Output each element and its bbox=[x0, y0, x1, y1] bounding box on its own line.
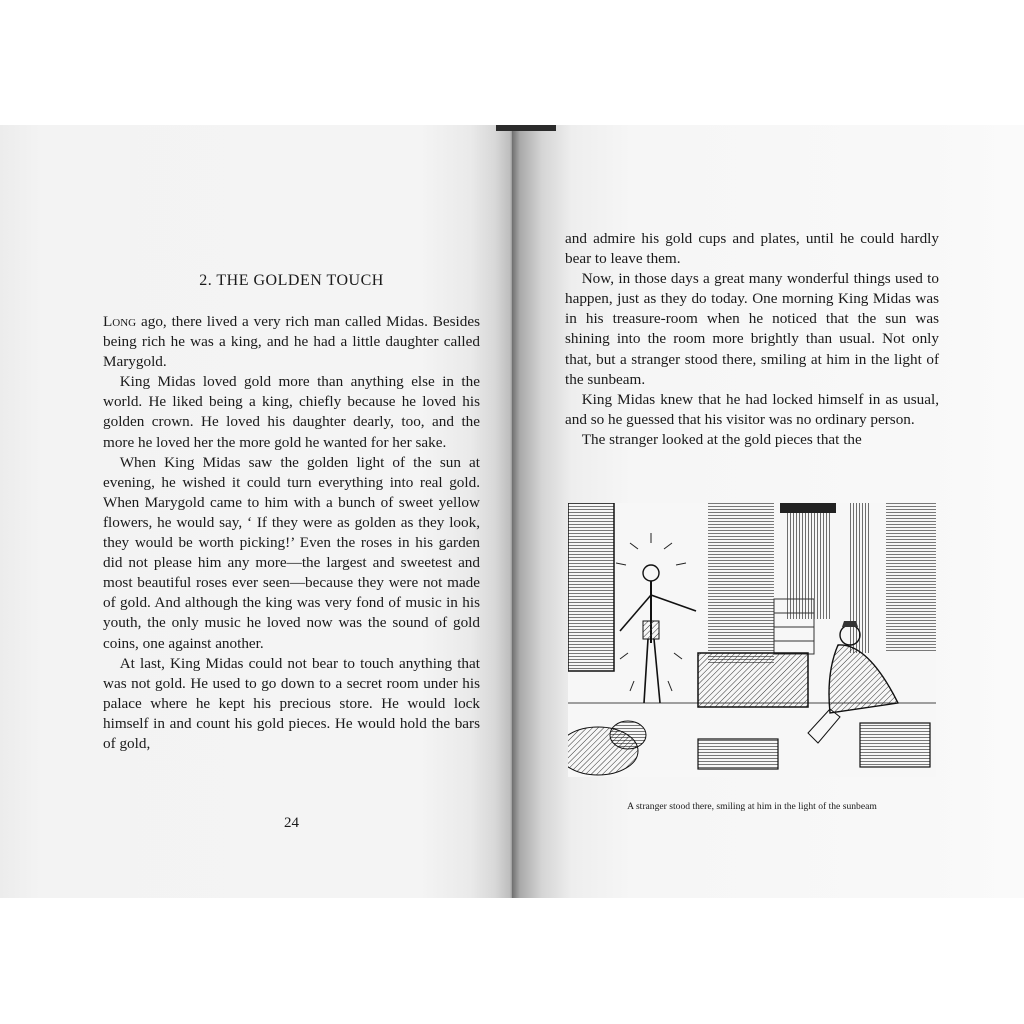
paragraph: Now, in those days a great many wonderful things used to happen, just as they do today. One morning King Midas was in his treasure-room when he noticed that the sun was shining into the room more brightly than usual. Not only that, but a stranger stood there, smiling at him in the light of the sunbeam. bbox=[565, 270, 939, 388]
paragraph bbox=[103, 312, 480, 372]
illustration-caption: A stranger stood there, smiling at him in the light of the sunbeam bbox=[627, 801, 877, 812]
paragraph: At last, King Midas could not bear to touch anything that was not gold. He used to go down to a secret room under his palace where he kept his precious store. He would lock himself in and count his gold pieces. He would hold the bars of gold, bbox=[103, 654, 480, 752]
column bbox=[786, 509, 830, 619]
left-pillar bbox=[568, 503, 614, 671]
right-page bbox=[512, 125, 1024, 898]
illustration bbox=[568, 503, 936, 777]
drop-lead-word: Long bbox=[103, 313, 137, 330]
treasure-chest bbox=[698, 739, 778, 769]
right-pillar bbox=[886, 503, 936, 653]
paragraph: King Midas knew that he had locked himself in as usual, and so he guessed that his visitor was no ordinary person. bbox=[565, 390, 939, 428]
column bbox=[850, 503, 870, 653]
paragraph: and admire his gold cups and plates, until he could hardly bear to leave them. bbox=[565, 230, 939, 268]
column bbox=[708, 503, 774, 663]
chapter-title: 2. THE GOLDEN TOUCH bbox=[199, 272, 384, 289]
left-page-body bbox=[103, 312, 480, 754]
right-page-body bbox=[565, 229, 939, 450]
paragraph: The stranger looked at the gold pieces that the bbox=[581, 430, 862, 448]
paragraph: King Midas loved gold more than anything else in the world. He liked being a king, chiefly because he loved his golden crown. He loved his daughter dearly, too, and the more he loved her the more gold he wanted for her sake. bbox=[103, 373, 480, 451]
open-book bbox=[0, 125, 1024, 898]
page-number: 24 bbox=[284, 815, 299, 831]
book-spine-shadow bbox=[496, 125, 556, 131]
treasure-chest bbox=[860, 723, 930, 767]
paragraph: When King Midas saw the golden light of the sun at evening, he wished it could turn everything into real gold. When Marygold came to him with a bunch of sweet yellow flowers, he would say, ‘ If they were as golden as they look, they would be worth picking!’ Even the roses in his garden did not please him any more—the largest and sweetest and most beautiful roses ever seen—because they were not made of gold. And although the king was very fond of music in his youth, the only music he loved now was the sound of gold coins, one against another. bbox=[103, 453, 480, 652]
illustration-drawing bbox=[568, 503, 936, 777]
left-page bbox=[0, 125, 512, 898]
paragraph-text: ago, there lived a very rich man called Midas. Besides being rich he was a king, and he had a little daughter called Marygold. bbox=[103, 313, 480, 371]
treasure-chest bbox=[698, 653, 808, 707]
